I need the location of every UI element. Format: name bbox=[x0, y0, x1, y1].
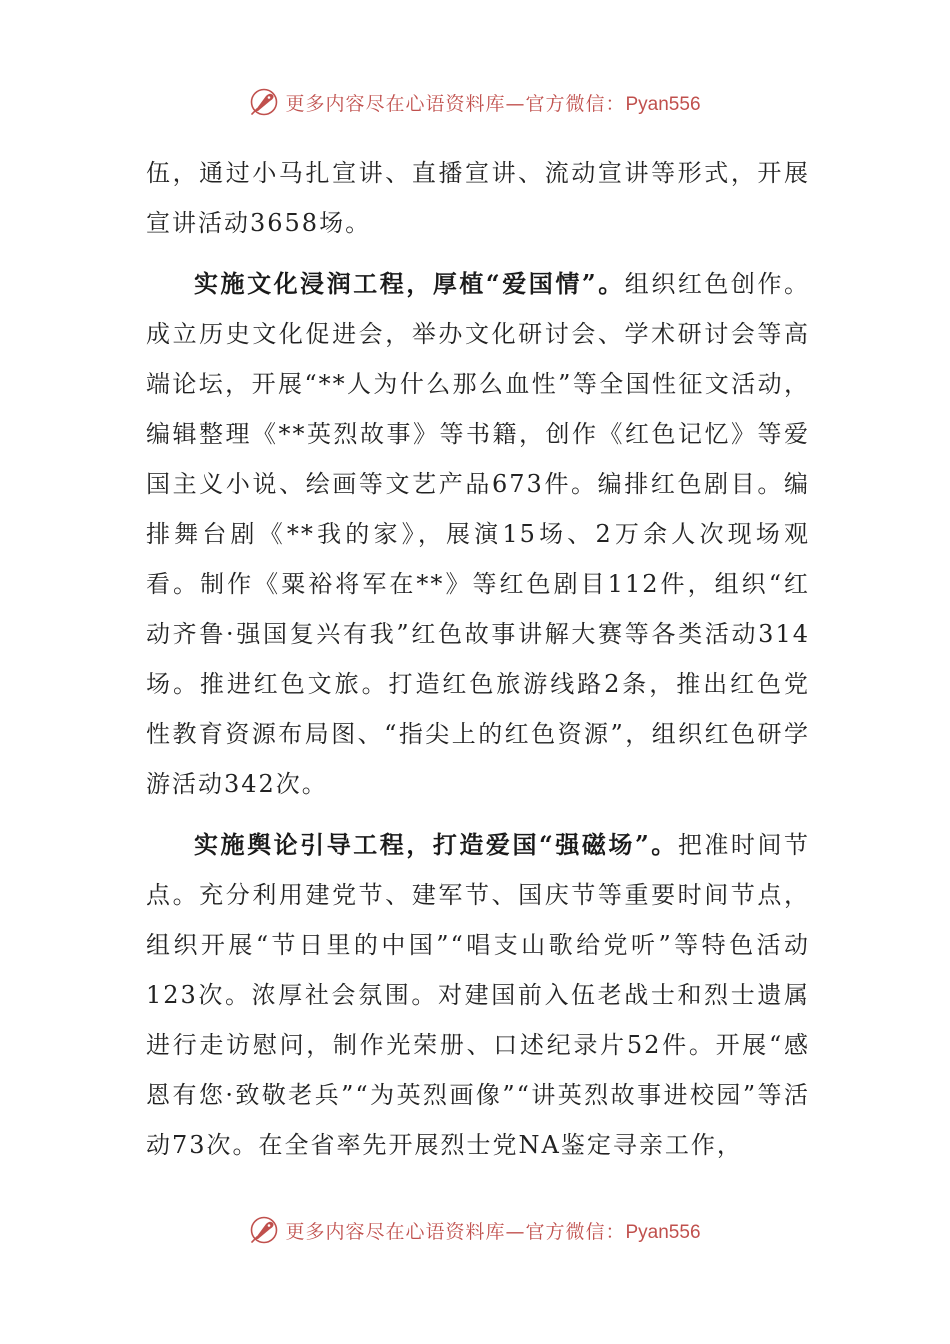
wechat-id: Pyan556 bbox=[625, 1221, 701, 1243]
paragraph-text: 伍，通过小马扎宣讲、直播宣讲、流动宣讲等形式，开展宣讲活动3658场。 bbox=[146, 159, 810, 237]
section-heading: 实施文化浸润工程，厚植“爱国情”。 bbox=[194, 269, 625, 298]
pen-nib-logo-icon bbox=[249, 1215, 279, 1245]
paragraph-text: 组织红色创作。成立历史文化促进会，举办文化研讨会、学术研讨会等高端论坛，开展“**人为什么那么血性”等全国性征文活动，编辑整理《**英烈故事》等书籍，创作《红色记忆》等爱国主义小说、绘画等文艺产品673件。编排红色剧目。编排舞台剧《**我的家》，展演15场、2万余人次现场观看。制作《粟裕将军在**》等红色剧目112件，组织“红动齐鲁·强国复兴有我”红色故事讲解大赛等各类活动314场。推进红色文旅。打造红色旅游线路2条，推出红色党性教育资源布局图、“指尖上的红色资源”，组织红色研学游活动342次。 bbox=[146, 270, 811, 798]
paragraph-public-opinion bbox=[146, 820, 810, 1170]
section-heading: 实施舆论引导工程，打造爱国“强磁场”。 bbox=[194, 830, 678, 859]
footer-watermark bbox=[0, 1210, 950, 1250]
header-watermark bbox=[0, 82, 950, 122]
paragraph-continuation bbox=[146, 148, 810, 248]
document-body bbox=[146, 148, 810, 1170]
wechat-id: Pyan556 bbox=[625, 93, 701, 115]
paragraph-text: 把准时间节点。充分利用建党节、建军节、国庆节等重要时间节点，组织开展“节日里的中国”“唱支山歌给党听”等特色活动123次。浓厚社会氛围。对建国前入伍老战士和烈士遗属进行走访慰问，制作光荣册、口述纪录片52件。开展“感恩有您·致敬老兵”“为英烈画像”“讲英烈故事进校园”等活动73次。在全省率先开展烈士党NA鉴定寻亲工作， bbox=[146, 831, 810, 1159]
watermark-text: 更多内容尽在心语资料库—官方微信：Pyan556 bbox=[285, 1220, 701, 1243]
watermark-text: 更多内容尽在心语资料库—官方微信：Pyan556 bbox=[285, 92, 701, 115]
pen-nib-logo-icon bbox=[249, 87, 279, 117]
paragraph-culture bbox=[146, 259, 810, 809]
